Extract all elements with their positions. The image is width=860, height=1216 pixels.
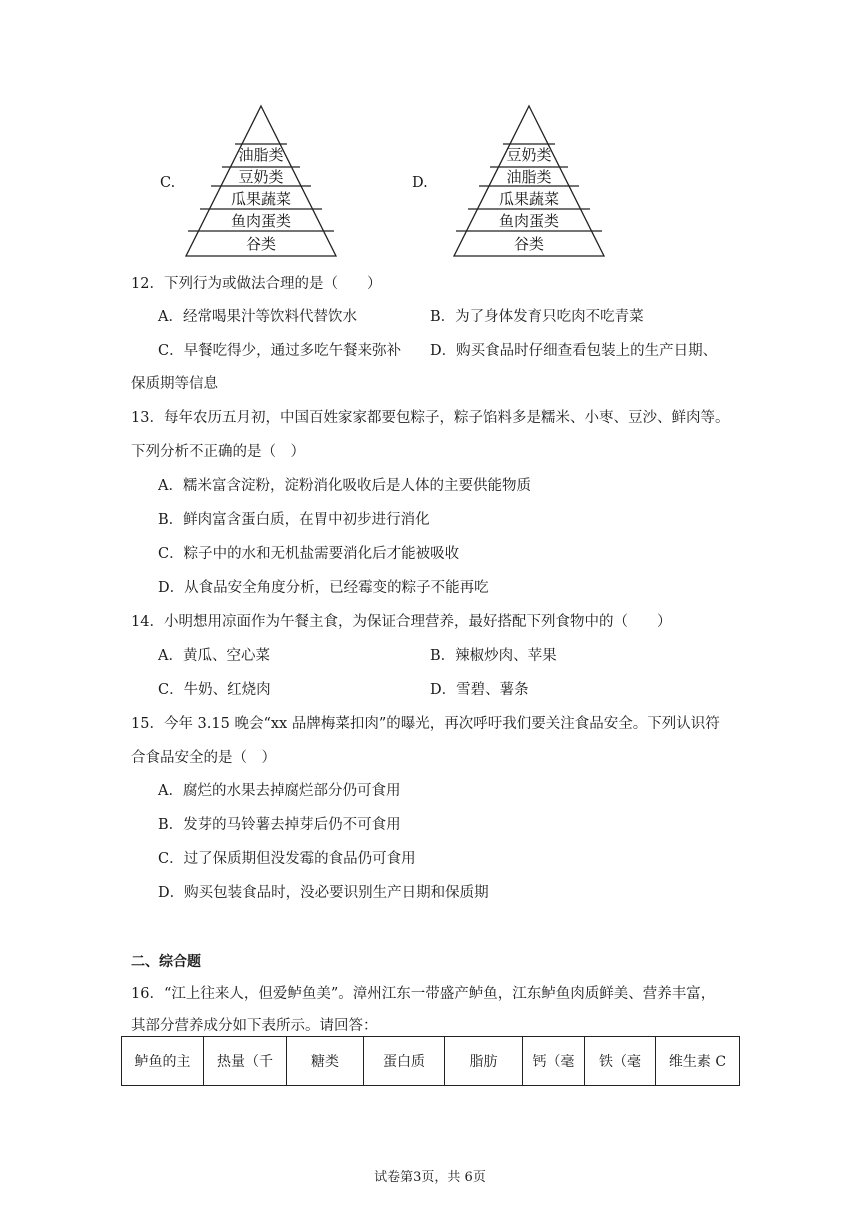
question-13-stem-cont: 下列分析不正确的是（ ） <box>131 444 305 460</box>
question-12-stem: 12．下列行为或做法合理的是（ ） <box>131 276 382 292</box>
table-row <box>122 1037 740 1086</box>
question-14-stem: 14．小明想用凉面作为午餐主食，为保证合理营养，最好搭配下列食物中的（ ） <box>131 614 672 630</box>
food-pyramid-d <box>451 104 607 258</box>
page-footer: 试卷第3页，共 6页 <box>374 1170 486 1185</box>
table-header-cell: 鲈鱼的主 <box>122 1037 204 1086</box>
question-14-option-d: D．雪碧、薯条 <box>430 682 529 698</box>
question-13-option-c: C．粽子中的水和无机盐需要消化后才能被吸收 <box>158 546 460 562</box>
question-15-stem-cont: 合食品安全的是（ ） <box>131 750 276 766</box>
question-16-stem-cont: 其部分营养成分如下表所示。请回答： <box>131 1018 378 1034</box>
pyramid-layer: 谷类 <box>245 235 277 253</box>
question-14-option-b: B．辣椒炒肉、苹果 <box>430 648 557 664</box>
nutrition-table <box>121 1036 740 1086</box>
question-12-option-c: C．早餐吃得少，通过多吃午餐来弥补 <box>158 343 402 359</box>
question-12-option-b: B．为了身体发育只吃肉不吃青菜 <box>430 309 644 325</box>
question-15-option-d: D．购买包装食品时，没必要识别生产日期和保质期 <box>158 885 489 901</box>
table-header-cell: 脂肪 <box>445 1037 523 1086</box>
question-13-stem: 13．每年农历五月初，中国百姓家家都要包粽子，粽子馅料多是糯米、小枣、豆沙、鲜肉等。 <box>131 410 730 426</box>
question-13-option-a: A．糯米富含淀粉，淀粉消化吸收后是人体的主要供能物质 <box>158 478 531 494</box>
table-header-cell: 钙（毫 <box>523 1037 585 1086</box>
pyramid-layer: 豆奶类 <box>238 168 284 186</box>
pyramid-layer: 瓜果蔬菜 <box>230 190 292 208</box>
question-15-option-c: C．过了保质期但没发霉的食品仍可食用 <box>158 851 416 867</box>
option-c-label: C. <box>160 175 176 191</box>
pyramid-layer: 鱼肉蛋类 <box>498 212 560 230</box>
question-12-option-d-cont: 保质期等信息 <box>131 376 218 392</box>
pyramid-layer: 豆奶类 <box>506 146 552 164</box>
food-pyramid-c <box>183 104 339 258</box>
question-14-option-a: A．黄瓜、空心菜 <box>158 648 270 664</box>
table-header-cell: 热量（千 <box>204 1037 287 1086</box>
question-16-stem: 16．“江上往来人，但爱鲈鱼美”。漳州江东一带盛产鲈鱼，江东鲈鱼肉质鲜美、营养丰富， <box>131 986 716 1002</box>
table-header-cell: 糖类 <box>287 1037 364 1086</box>
table-header-cell: 蛋白质 <box>364 1037 445 1086</box>
pyramid-layer: 油脂类 <box>506 168 552 186</box>
question-12-option-a: A．经常喝果汁等饮料代替饮水 <box>158 309 357 325</box>
pyramid-layer: 瓜果蔬菜 <box>498 190 560 208</box>
question-13-option-d: D．从食品安全角度分析，已经霉变的粽子不能再吃 <box>158 580 489 596</box>
question-15-option-a: A．腐烂的水果去掉腐烂部分仍可食用 <box>158 783 401 799</box>
question-13-option-b: B．鲜肉富含蛋白质，在胃中初步进行消化 <box>158 512 430 528</box>
table-header-cell: 维生素 C <box>656 1037 740 1086</box>
section-title: 二、综合题 <box>131 954 201 970</box>
option-d-label: D. <box>412 175 428 191</box>
question-15-stem: 15．今年 3.15 晚会“xx 品牌梅菜扣肉”的曝光，再次呼吁我们要关注食品安全。下列认识符 <box>131 716 720 732</box>
table-header-cell: 铁（毫 <box>585 1037 656 1086</box>
question-12-option-d: D．购买食品时仔细查看包装上的生产日期、 <box>430 343 718 359</box>
question-14-option-c: C．牛奶、红烧肉 <box>158 682 271 698</box>
question-15-option-b: B．发芽的马铃薯去掉芽后仍不可食用 <box>158 817 401 833</box>
pyramid-layer: 油脂类 <box>238 146 284 164</box>
pyramid-layer: 鱼肉蛋类 <box>230 212 292 230</box>
pyramid-layer: 谷类 <box>513 235 545 253</box>
